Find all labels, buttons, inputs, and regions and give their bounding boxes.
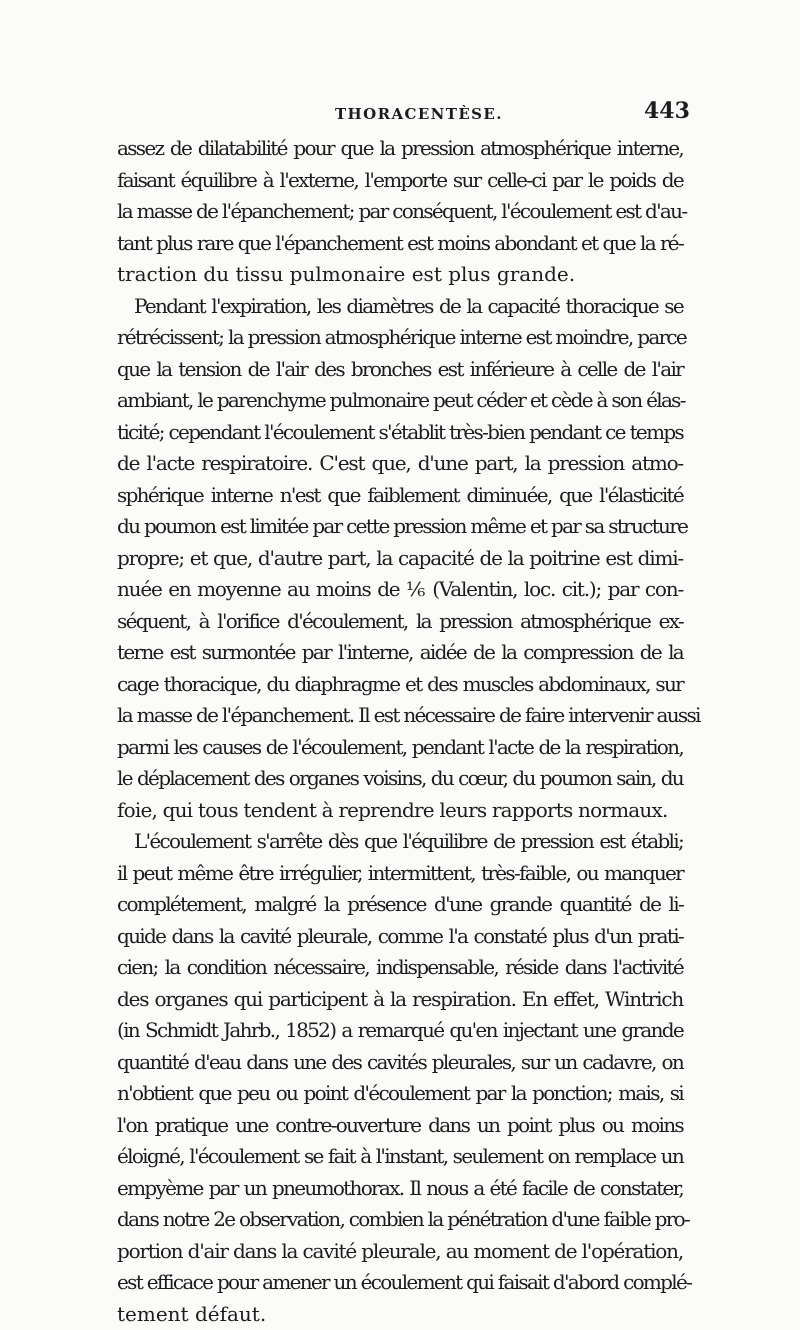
- paragraph-3: [117, 826, 683, 1330]
- paragraph-2: [117, 291, 683, 827]
- text-line: ambiant, le parenchyme pulmonaire peut céder et cède à son élas-: [117, 385, 683, 417]
- text-line: séquent, à l'orifice d'écoulement, la pression atmosphérique ex-: [117, 606, 683, 638]
- page-header: [0, 98, 800, 128]
- text-line: sphérique interne n'est que faiblement diminuée, que l'élasticité: [117, 480, 683, 512]
- text-line: la masse de l'épanchement. Il est nécessaire de faire intervenir aussi: [117, 700, 683, 732]
- text-line: Pendant l'expiration, les diamètres de la capacité thoracique se: [117, 291, 683, 323]
- text-line: des organes qui participent à la respiration. En effet, Wintrich: [117, 984, 683, 1016]
- text-line: nuée en moyenne au moins de ⅙ (Valentin, loc. cit.); par con-: [117, 574, 683, 606]
- paragraph-1: [117, 133, 683, 291]
- text-line: il peut même être irrégulier, intermittent, très-faible, ou manquer: [117, 858, 683, 890]
- text-line: foie, qui tous tendent à reprendre leurs rapports normaux.: [117, 795, 683, 827]
- text-line: la masse de l'épanchement; par conséquent, l'écoulement est d'au-: [117, 196, 683, 228]
- text-line: est efficace pour amener un écoulement qui faisait d'abord complé-: [117, 1267, 683, 1299]
- text-line: l'on pratique une contre-ouverture dans un point plus ou moins: [117, 1110, 683, 1142]
- text-line: n'obtient que peu ou point d'écoulement par la ponction; mais, si: [117, 1078, 683, 1110]
- text-line: empyème par un pneumothorax. Il nous a été facile de constater,: [117, 1173, 683, 1205]
- text-line: complétement, malgré la présence d'une grande quantité de li-: [117, 889, 683, 921]
- text-line: tant plus rare que l'épanchement est moins abondant et que la ré-: [117, 228, 683, 260]
- text-line: dans notre 2e observation, combien la pénétration d'une faible pro-: [117, 1204, 683, 1236]
- text-line: L'écoulement s'arrête dès que l'équilibre de pression est établi;: [117, 826, 683, 858]
- text-line: cage thoracique, du diaphragme et des muscles abdominaux, sur: [117, 669, 683, 701]
- text-line: assez de dilatabilité pour que la pression atmosphérique interne,: [117, 133, 683, 165]
- text-line: faisant équilibre à l'externe, l'emporte sur celle-ci par le poids de: [117, 165, 683, 197]
- text-line: que la tension de l'air des bronches est inférieure à celle de l'air: [117, 354, 683, 386]
- text-line: le déplacement des organes voisins, du cœur, du poumon sain, du: [117, 763, 683, 795]
- text-line: traction du tissu pulmonaire est plus grande.: [117, 259, 683, 291]
- running-title: THORACENTÈSE.: [335, 105, 503, 123]
- page-number: 443: [644, 98, 690, 124]
- text-line: de l'acte respiratoire. C'est que, d'une part, la pression atmo-: [117, 448, 683, 480]
- text-line: propre; et que, d'autre part, la capacité de la poitrine est dimi-: [117, 543, 683, 575]
- text-line: cien; la condition nécessaire, indispensable, réside dans l'activité: [117, 952, 683, 984]
- text-line: parmi les causes de l'écoulement, pendant l'acte de la respiration,: [117, 732, 683, 764]
- text-line: (in Schmidt Jahrb., 1852) a remarqué qu'en injectant une grande: [117, 1015, 683, 1047]
- text-line: tement défaut.: [117, 1299, 683, 1330]
- text-line: quantité d'eau dans une des cavités pleurales, sur un cadavre, on: [117, 1047, 683, 1079]
- text-line: du poumon est limitée par cette pression même et par sa structure: [117, 511, 683, 543]
- text-line: ticité; cependant l'écoulement s'établit très-bien pendant ce temps: [117, 417, 683, 449]
- body-text: [117, 133, 683, 1330]
- text-line: terne est surmontée par l'interne, aidée de la compression de la: [117, 637, 683, 669]
- text-line: portion d'air dans la cavité pleurale, au moment de l'opération,: [117, 1236, 683, 1268]
- text-line: éloigné, l'écoulement se fait à l'instant, seulement on remplace un: [117, 1141, 683, 1173]
- text-line: quide dans la cavité pleurale, comme l'a constaté plus d'un prati-: [117, 921, 683, 953]
- text-line: rétrécissent; la pression atmosphérique interne est moindre, parce: [117, 322, 683, 354]
